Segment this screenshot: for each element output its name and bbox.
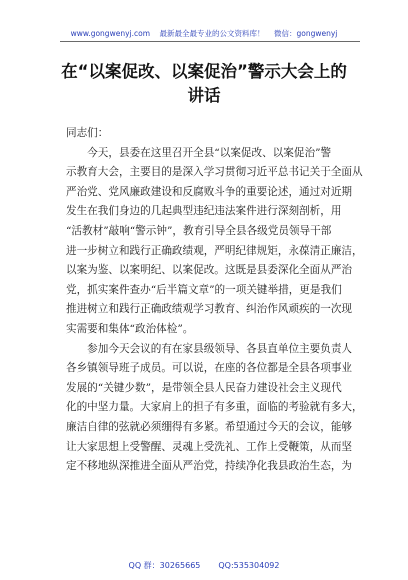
page-footer: [0, 560, 408, 571]
body-line: 今天，县委在这里召开全县“以案促改、以案促治”警: [66, 146, 332, 159]
body-line: 让大家思想上受警醒、灵魂上受洗礼、工作上受鞭策，从而坚: [66, 440, 353, 453]
body-line: 实需要和集体“政治体检”。: [66, 322, 194, 335]
header-slogan: 最新最全最专业的公文资料库！: [159, 29, 265, 38]
header-divider: [60, 41, 360, 42]
body-line: “活教材”敲响“警示钟”，教育引导全县各级党员领导干部: [66, 224, 332, 237]
footer-qq: QQ:535304092: [218, 561, 280, 570]
footer-qq-group: QQ 群：30265665: [128, 561, 201, 570]
body-line: 推进树立和践行正确政绩观学习教育、纠治作风顽疾的一次现: [66, 303, 353, 316]
document-title: [40, 60, 368, 108]
title-line-1: 在“以案促改、以案促治”警示大会上的: [61, 62, 347, 81]
body-line: 化的中坚力量。大家肩上的担子有多重，面临的考验就有多大，: [66, 401, 363, 414]
body-line: 以案为鉴、以案明纪、以案促改。这既是县委深化全面从严治: [66, 264, 353, 277]
body-line: 发展的“关键少数”，是带领全县人民奋力建设社会主义现代: [66, 381, 342, 394]
body-line: 参加今天会议的有在家县级领导、各县直单位主要负责人: [66, 342, 353, 355]
document-body: [66, 124, 366, 477]
body-line: 严治党、党风廉政建设和反腐败斗争的重要论述，通过对近期: [66, 185, 353, 198]
body-line: 发生在我们身边的几起典型违纪违法案件进行深刻剖析，用: [66, 205, 342, 218]
header-site-link[interactable]: www.gongwenyj.com: [70, 29, 150, 38]
body-line: 进一步树立和践行正确政绩观，严明纪律规矩，永葆清正廉洁，: [66, 244, 363, 257]
header-wechat: 微信：gongwenyj: [274, 29, 338, 38]
body-line: 示教育大会，主要目的是深入学习贯彻习近平总书记关于全面从: [66, 166, 363, 179]
page-header: [0, 28, 408, 39]
body-line: 同志们：: [66, 127, 109, 139]
title-line-2: 讲话: [187, 86, 221, 105]
body-line: 廉洁自律的弦就必须绷得有多紧。希望通过今天的会议，能够: [66, 420, 353, 433]
body-line: 定不移地纵深推进全面从严治党，持续净化我县政治生态，为: [66, 460, 353, 473]
body-line: 党，抓实案件查办“后半篇文章”的一项关键举措，更是我们: [66, 283, 342, 296]
body-line: 各乡镇领导班子成员。可以说，在座的各位都是全县各项事业: [66, 362, 353, 375]
